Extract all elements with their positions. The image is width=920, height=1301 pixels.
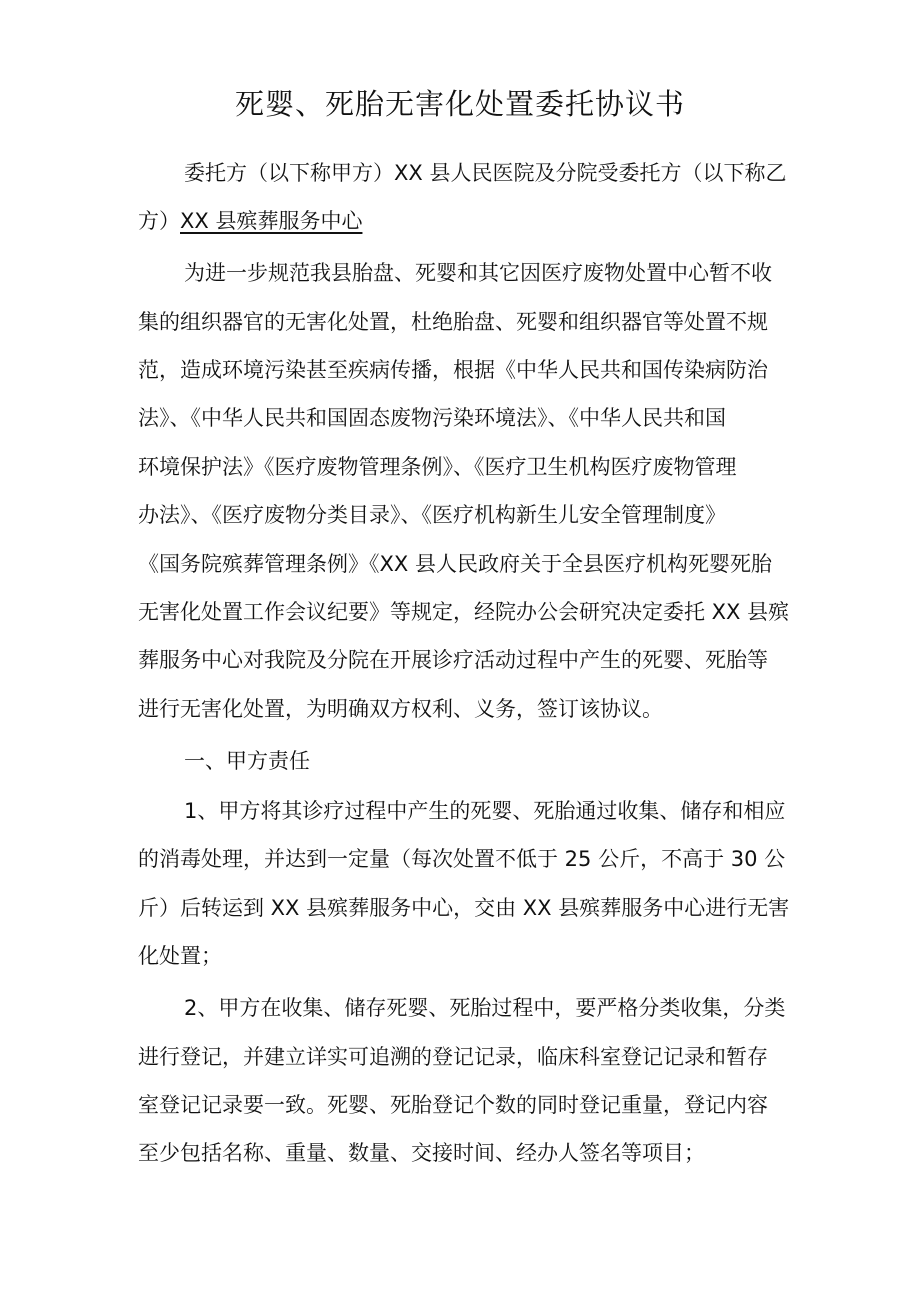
item-1-line: 斤）后转运到 XX 县殡葬服务中心，交由 XX 县殡葬服务中心进行无害 [138,896,790,920]
item-2-line: 2、甲方在收集、储存死婴、死胎过程中，要严格分类收集，分类 [184,996,786,1020]
parties-line-2-prefix: 方） [138,209,180,233]
item-2-line: 进行登记，并建立详实可追溯的登记记录，临床科室登记记录和暂存 [138,1045,768,1069]
preamble-line: 葬服务中心对我院及分院在开展诊疗活动过程中产生的死婴、死胎等 [138,648,768,672]
parties-line-1: 委托方（以下称甲方）XX 县人民医院及分院受委托方（以下称乙 [184,161,787,185]
preamble-line: 进行无害化处置，为明确双方权利、义务，签订该协议。 [138,697,663,721]
preamble-line: 为进一步规范我县胎盘、死婴和其它因医疗废物处置中心暂不收 [184,261,772,285]
preamble-line: 法》、《中华人民共和国固态废物污染环境法》、《中华人民共和国 [138,406,726,430]
item-2-line: 至少包括名称、重量、数量、交接时间、经办人签名等项目； [138,1141,705,1165]
section-heading: 一、甲方责任 [184,749,310,773]
preamble-line: 办法》、《医疗废物分类目录》、《医疗机构新生儿安全管理制度》 [138,503,726,527]
trustee-name-underlined: XX 县殡葬服务中心 [180,209,363,233]
document-title: 死婴、死胎无害化处置委托协议书 [234,87,685,121]
parties-line-2 [138,206,362,236]
item-1-line: 化处置； [138,944,222,968]
item-1-line: 的消毒处理，并达到一定量（每次处置不低于 25 公斤，不高于 30 公 [138,847,786,871]
preamble-line: 集的组织器官的无害化处置，杜绝胎盘、死婴和组织器官等处置不规 [138,310,768,334]
preamble-line: 《国务院殡葬管理条例》《XX 县人民政府关于全县医疗机构死婴死胎 [138,552,772,576]
preamble-line: 无害化处置工作会议纪要》等规定，经院办公会研究决定委托 XX 县殡 [138,600,790,624]
item-2-line: 室登记记录要一致。死婴、死胎登记个数的同时登记重量，登记内容 [138,1093,768,1117]
preamble-line: 环境保护法》《医疗废物管理条例》、《医疗卫生机构医疗废物管理 [138,455,737,479]
item-1-line: 1、甲方将其诊疗过程中产生的死婴、死胎通过收集、储存和相应 [184,799,786,823]
preamble-line: 范，造成环境污染甚至疾病传播，根据《中华人民共和国传染病防治 [138,358,768,382]
